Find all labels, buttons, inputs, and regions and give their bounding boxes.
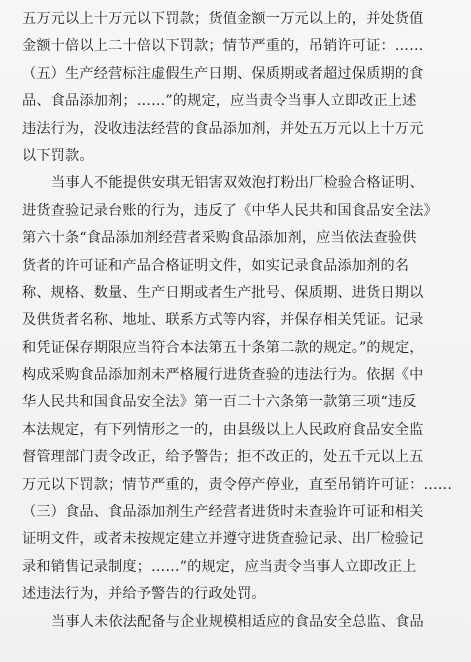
text-line: 华人民共和国食品安全法》第一百二十六条第一款第三项“违反 — [22, 394, 417, 411]
text-line: （三）食品、食品添加剂生产经营者进货时未查验许可证和相关 — [22, 504, 424, 521]
text-line: 及供货者名称、地址、联系方式等内容，并保存相关凭证。记录 — [22, 312, 424, 329]
text-line: 证明文件，或者未按规定建立并遵守进货查验记录、出厂检验记 — [22, 531, 424, 548]
text-line: 当事人不能提供安琪无铝害双效泡打粉出厂检验合格证明、 — [51, 175, 424, 192]
text-line: 构成采购食品添加剂未严格履行进货查验的违法行为。依据《中 — [22, 367, 424, 384]
text-line: （五）生产经营标注虚假生产日期、保质期或者超过保质期的食 — [22, 65, 424, 82]
text-line: 金额十倍以上二十倍以下罚款；情节严重的，吊销许可证：…… — [22, 38, 424, 55]
body-text — [22, 6, 452, 636]
text-line: 和凭证保存期限应当符合本法第五十条第二款的规定。”的规定， — [22, 339, 424, 356]
text-line: 当事人未依法配备与企业规模相适应的食品安全总监、食品 — [51, 613, 424, 630]
text-line: 第六十条“食品添加剂经营者采购食品添加剂，应当依法查验供 — [22, 230, 417, 247]
text-line: 品、食品添加剂；……”的规定，应当责令当事人立即改正上述 — [22, 93, 417, 110]
text-line: 督管理部门责令改正，给予警告；拒不改正的，处五千元以上五 — [22, 449, 424, 466]
text-line: 以下罚款。 — [22, 147, 94, 164]
text-line: 称、规格、数量、生产日期或者生产批号、保质期、进货日期以 — [22, 284, 424, 301]
text-line: 违法行为，没收违法经营的食品添加剂，并处五万元以上十万元 — [22, 120, 424, 137]
text-line: 货者的许可证和产品合格证明文件，如实记录食品添加剂的名 — [22, 257, 410, 274]
text-line: 五万元以上十万元以下罚款；货值金额一万元以上的，并处货值 — [22, 11, 424, 27]
text-line: 进货查验记录台账的行为，违反了《中华人民共和国食品安全法》 — [22, 202, 438, 219]
text-line: 万元以下罚款；情节严重的，责令停产停业，直至吊销许可证：…… — [22, 476, 452, 493]
text-line: 录和销售记录制度；……”的规定，应当责令当事人立即改正上 — [22, 558, 417, 575]
text-line: 本法规定，有下列情形之一的，由县级以上人民政府食品安全监 — [22, 421, 424, 438]
text-line: 述违法行为，并给予警告的行政处罚。 — [22, 586, 266, 603]
